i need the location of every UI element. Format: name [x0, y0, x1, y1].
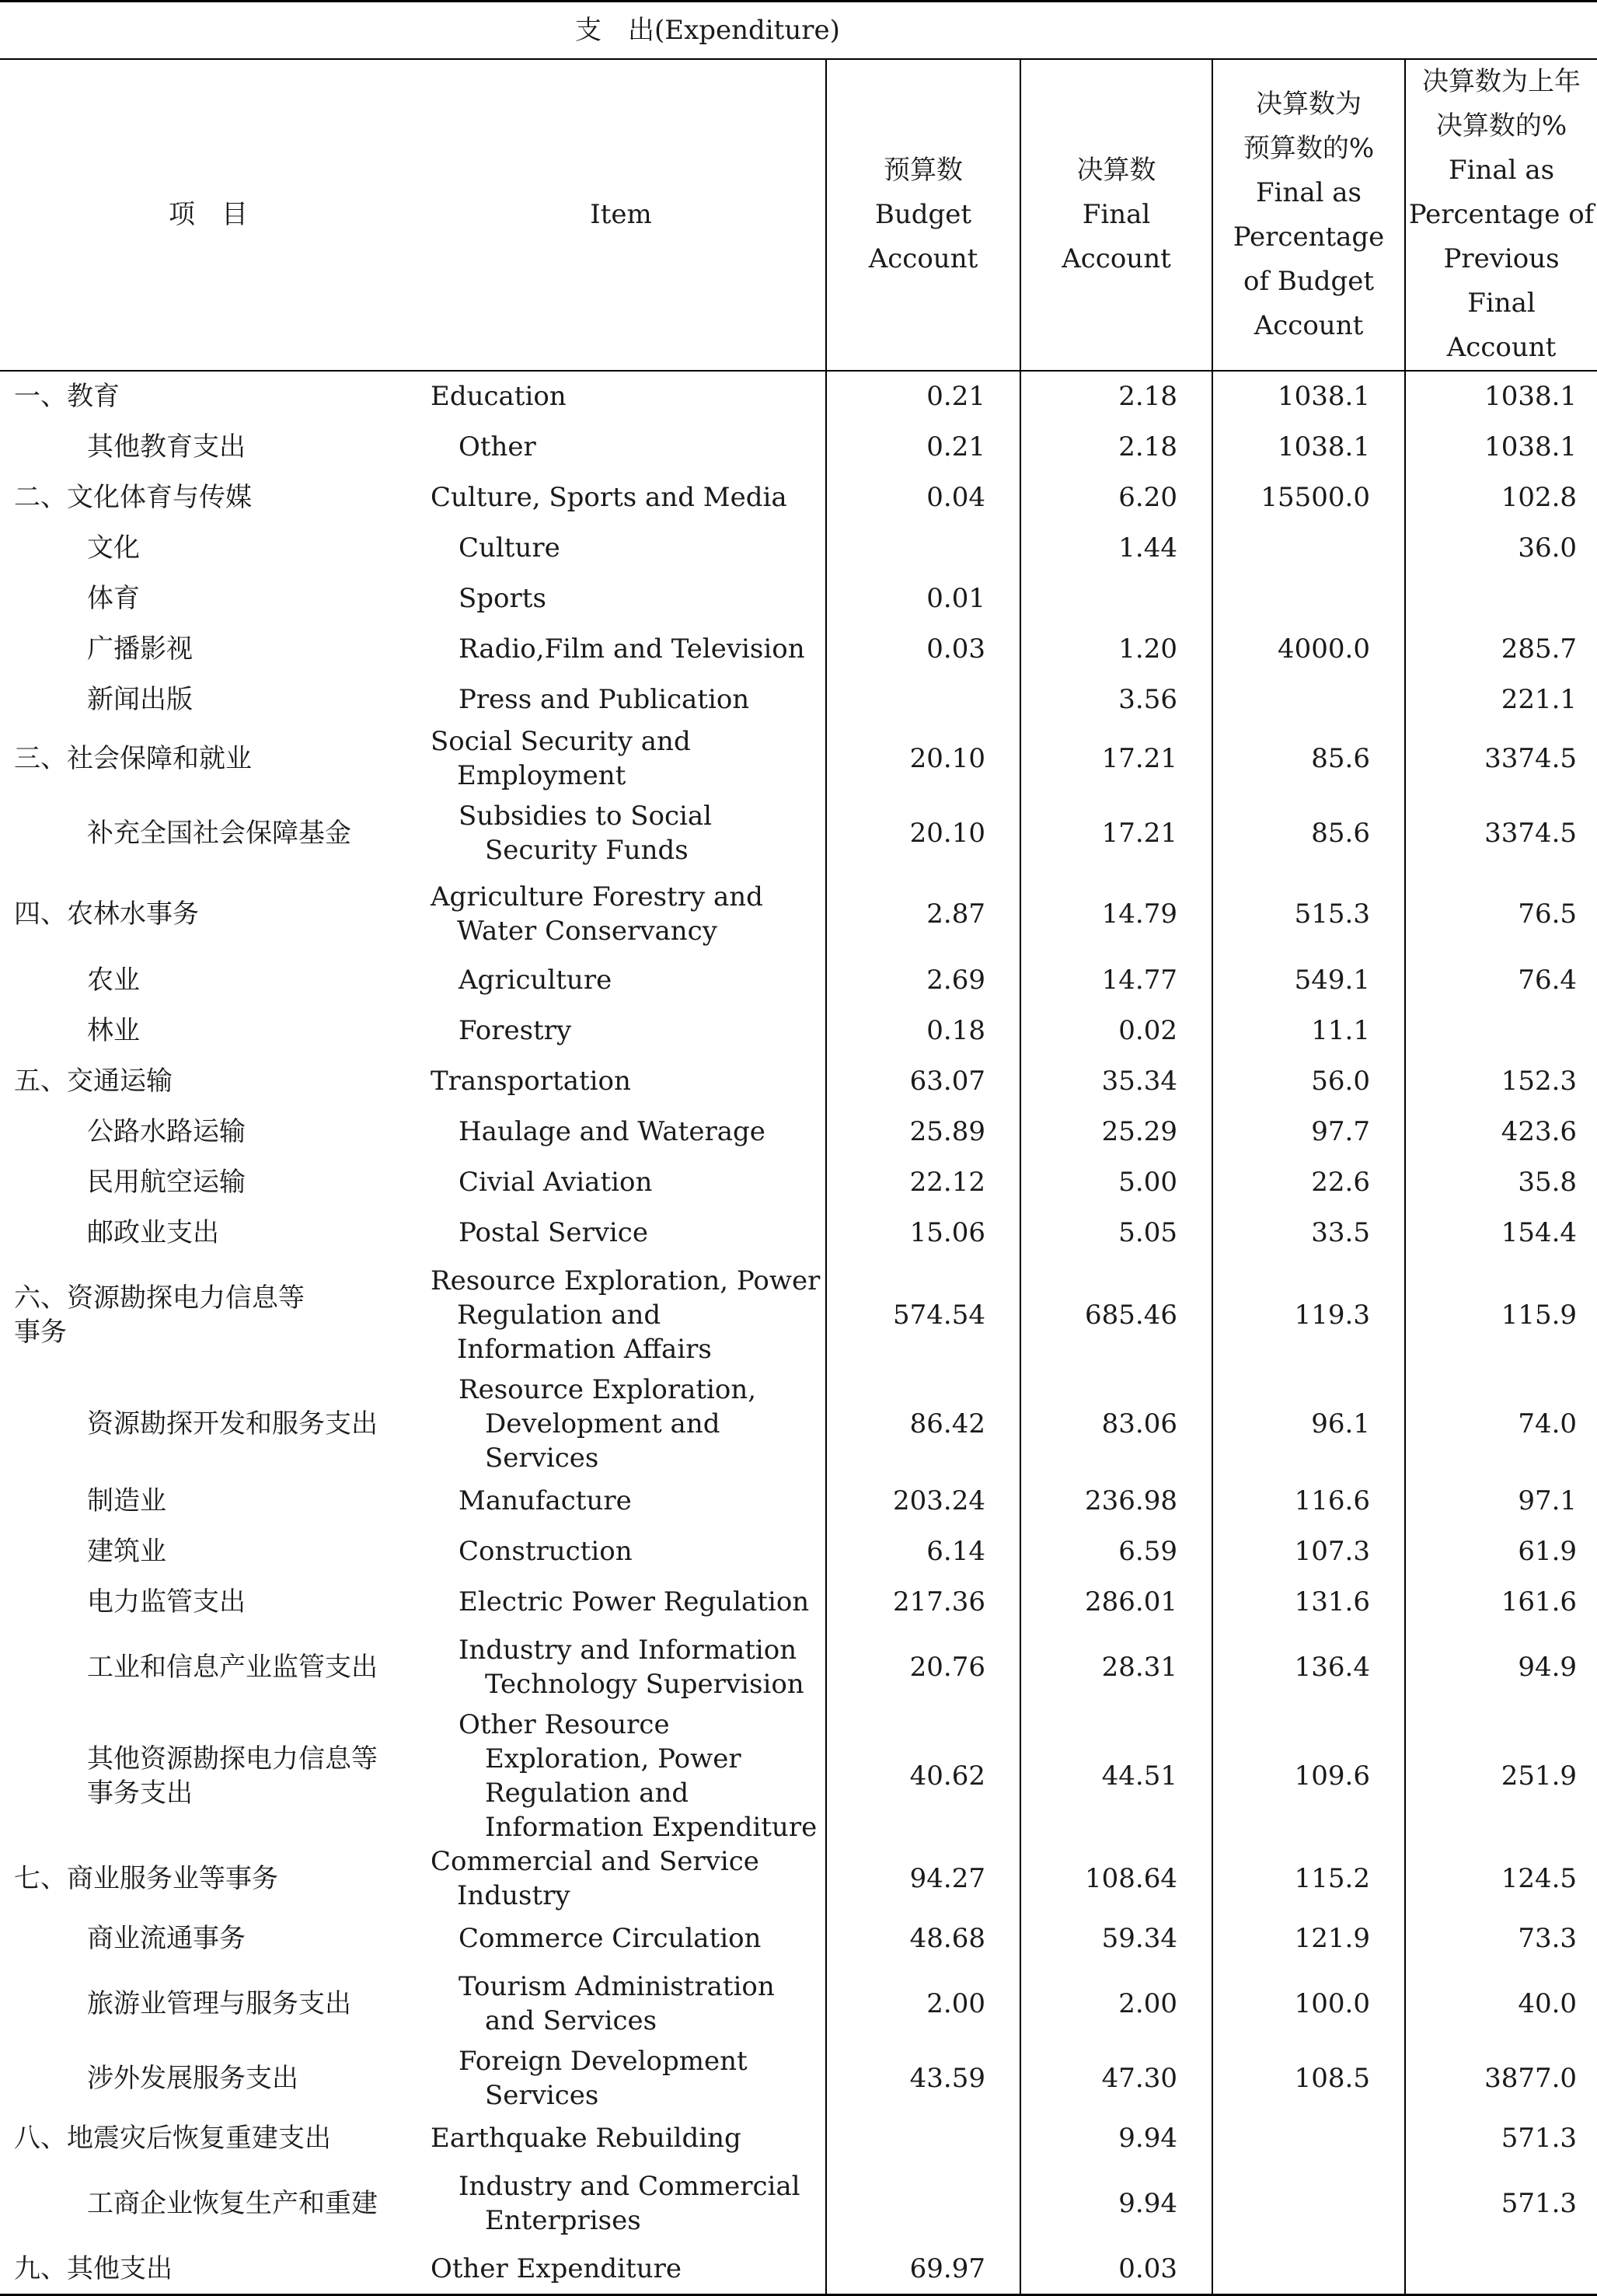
row-pct-prev: 161.6: [1405, 1576, 1597, 1627]
table-row: [0, 793, 1597, 874]
row-item-en: Culture, Sports and Media: [431, 481, 787, 513]
row-pct-prev: 154.4: [1405, 1207, 1597, 1258]
row-budget: 217.36: [826, 1576, 1020, 1627]
row-item-zh: 二、文化体育与传媒: [14, 481, 252, 513]
table-row: [0, 874, 1597, 954]
row-pct-budget: 121.9: [1212, 1913, 1405, 1963]
table-row: [0, 1576, 1597, 1627]
row-pct-budget: [1212, 674, 1405, 724]
row-budget: 48.68: [826, 1913, 1020, 1963]
table-row: [0, 1258, 1597, 1373]
row-item-zh: 补充全国社会保障基金: [87, 818, 351, 849]
row-item-en: Culture: [459, 532, 560, 564]
table-row: [0, 1373, 1597, 1475]
row-item-en: Manufacture: [459, 1485, 632, 1516]
row-pct-budget: [1212, 2244, 1405, 2294]
row-budget: 574.54: [826, 1258, 1020, 1373]
row-budget: 25.89: [826, 1106, 1020, 1157]
row-pct-budget: 1038.1: [1212, 371, 1405, 421]
row-item-en: Resource Exploration, Development and Services: [459, 1374, 757, 1474]
row-item-zh: 九、其他支出: [0, 2244, 417, 2294]
row-item-en: Earthquake Rebuilding: [431, 2122, 741, 2154]
row-budget: [826, 522, 1020, 573]
row-final: 28.31: [1020, 1627, 1212, 1708]
row-final: 5.00: [1020, 1157, 1212, 1207]
row-final: 2.18: [1020, 371, 1212, 421]
table-title: 支 出(Expenditure): [575, 15, 840, 46]
row-item-zh: 一、教育: [14, 381, 120, 412]
row-item-zh: 涉外发展服务支出: [87, 2063, 298, 2094]
row-item-en: Education: [431, 381, 567, 412]
row-item-en: Commercial and Service Industry: [431, 1846, 759, 1911]
row-pct-prev: 285.7: [1405, 623, 1597, 674]
table-row: [0, 1627, 1597, 1708]
row-item-en: Postal Service: [459, 1216, 648, 1248]
row-budget: 20.10: [826, 793, 1020, 874]
table-row: [0, 1526, 1597, 1576]
row-pct-prev: 3374.5: [1405, 724, 1597, 793]
header-final: 决算数 Final Account: [1020, 59, 1212, 371]
row-item-en: Forestry: [459, 1014, 572, 1046]
row-pct-prev: 40.0: [1405, 1963, 1597, 2044]
row-final: 14.79: [1020, 874, 1212, 954]
row-pct-prev: 423.6: [1405, 1106, 1597, 1157]
row-final: 2.18: [1020, 421, 1212, 472]
table-row: [0, 2163, 1597, 2244]
row-budget: 2.69: [826, 954, 1020, 1005]
row-item-zh: 广播影视: [87, 633, 193, 665]
row-final: 25.29: [1020, 1106, 1212, 1157]
row-pct-budget: 131.6: [1212, 1576, 1405, 1627]
header-budget: 预算数 Budget Account: [826, 59, 1020, 371]
row-final: 83.06: [1020, 1373, 1212, 1475]
row-final: 9.94: [1020, 2163, 1212, 2244]
row-item-zh: 制造业: [87, 1485, 166, 1516]
header-pct-budget: 决算数为 预算数的% Final as Percentage of Budget Account: [1212, 59, 1405, 371]
row-pct-prev: 1038.1: [1405, 421, 1597, 472]
row-final: 59.34: [1020, 1913, 1212, 1963]
row-pct-prev: 76.5: [1405, 874, 1597, 954]
row-budget: 63.07: [826, 1056, 1020, 1106]
row-budget: 0.18: [826, 1005, 1020, 1056]
row-final: 108.64: [1020, 1844, 1212, 1913]
row-item-en: Other Resource Exploration, Power Regulation and Information Expenditure: [459, 1709, 818, 1843]
row-budget: 0.21: [826, 421, 1020, 472]
row-pct-prev: 73.3: [1405, 1913, 1597, 1963]
row-item-en: Construction: [459, 1535, 633, 1567]
row-budget: 0.03: [826, 623, 1020, 674]
column-header-row: [0, 59, 1597, 371]
row-final: 17.21: [1020, 793, 1212, 874]
row-item-zh: 建筑业: [87, 1535, 166, 1567]
row-pct-budget: 549.1: [1212, 954, 1405, 1005]
table-row: [0, 724, 1597, 793]
row-item-en: Agriculture Forestry and Water Conservancy: [431, 881, 763, 947]
table-row: [0, 522, 1597, 573]
row-final: 0.03: [1020, 2244, 1212, 2294]
table-row: [0, 1844, 1597, 1913]
row-budget: 0.21: [826, 371, 1020, 421]
row-pct-budget: [1212, 522, 1405, 573]
row-pct-prev: [1405, 2244, 1597, 2294]
table-row: [0, 674, 1597, 724]
row-budget: 2.87: [826, 874, 1020, 954]
table-body: [0, 371, 1597, 2294]
table-row: [0, 2044, 1597, 2113]
table-row: [0, 371, 1597, 421]
row-item-en: Social Security and Employment: [431, 726, 691, 791]
row-budget: 0.01: [826, 573, 1020, 623]
row-item-en: Haulage and Waterage: [459, 1115, 765, 1147]
row-item-en: Foreign Development Services: [459, 2046, 748, 2111]
row-item-en: Other Expenditure: [417, 2244, 826, 2294]
row-budget: 6.14: [826, 1526, 1020, 1576]
row-item-zh: 电力监管支出: [87, 1586, 246, 1617]
row-final: 14.77: [1020, 954, 1212, 1005]
row-pct-prev: 152.3: [1405, 1056, 1597, 1106]
row-pct-prev: 3877.0: [1405, 2044, 1597, 2113]
row-item-en: Resource Exploration, Power Regulation and Information Affairs: [431, 1265, 821, 1365]
row-item-en: Radio,Film and Television: [459, 633, 805, 665]
row-item-en: Sports: [459, 582, 546, 614]
row-item-zh: 民用航空运输: [87, 1166, 246, 1198]
row-pct-budget: 56.0: [1212, 1056, 1405, 1106]
row-item-zh: 公路水路运输: [87, 1115, 246, 1147]
row-budget: 86.42: [826, 1373, 1020, 1475]
row-final: 44.51: [1020, 1708, 1212, 1844]
row-item-en: Press and Publication: [459, 683, 750, 715]
table-row: [0, 1708, 1597, 1844]
row-item-en: Industry and Commercial Enterprises: [459, 2171, 800, 2236]
row-final: 3.56: [1020, 674, 1212, 724]
row-item-en: Other: [459, 431, 536, 462]
row-item-zh: 邮政业支出: [87, 1216, 219, 1248]
row-final: 47.30: [1020, 2044, 1212, 2113]
row-item-zh: 林业: [87, 1014, 140, 1046]
row-pct-budget: [1212, 573, 1405, 623]
row-item-zh: 旅游业管理与服务支出: [87, 1988, 351, 2019]
row-item-zh: 新闻出版: [87, 683, 193, 715]
row-pct-prev: [1405, 1005, 1597, 1056]
row-pct-prev: 36.0: [1405, 522, 1597, 573]
row-budget: 2.00: [826, 1963, 1020, 2044]
row-final: [1020, 573, 1212, 623]
row-item-en: Agriculture: [459, 964, 612, 996]
table-row: [0, 1157, 1597, 1207]
row-item-zh: 体育: [87, 582, 140, 614]
row-final: 17.21: [1020, 724, 1212, 793]
row-final: 6.20: [1020, 472, 1212, 522]
row-item-en: Subsidies to Social Security Funds: [459, 801, 713, 866]
table-row: [0, 2113, 1597, 2163]
row-pct-prev: 124.5: [1405, 1844, 1597, 1913]
row-budget: 22.12: [826, 1157, 1020, 1207]
table-row: [0, 1106, 1597, 1157]
row-final: 286.01: [1020, 1576, 1212, 1627]
row-budget: [826, 674, 1020, 724]
row-pct-budget: 107.3: [1212, 1526, 1405, 1576]
row-pct-budget: 85.6: [1212, 793, 1405, 874]
header-item-zh: 项 目: [0, 59, 417, 371]
row-pct-budget: 108.5: [1212, 2044, 1405, 2113]
row-pct-prev: 35.8: [1405, 1157, 1597, 1207]
row-pct-budget: 1038.1: [1212, 421, 1405, 472]
row-pct-prev: 102.8: [1405, 472, 1597, 522]
table-row: [0, 1913, 1597, 1963]
header-pct-prev: 决算数为上年 决算数的% Final as Percentage of Previous Final Account: [1405, 59, 1597, 371]
row-pct-budget: 97.7: [1212, 1106, 1405, 1157]
row-item-zh: 其他资源勘探电力信息等事务支出: [87, 1743, 378, 1809]
row-item-en: Tourism Administration and Services: [459, 1971, 775, 2036]
row-pct-budget: 15500.0: [1212, 472, 1405, 522]
row-pct-prev: 115.9: [1405, 1258, 1597, 1373]
table-row: [0, 1475, 1597, 1526]
row-pct-budget: [1212, 2163, 1405, 2244]
row-pct-budget: 136.4: [1212, 1627, 1405, 1708]
header-item-en: Item: [417, 59, 826, 371]
row-pct-prev: [1405, 573, 1597, 623]
row-budget: 20.10: [826, 724, 1020, 793]
row-pct-prev: 76.4: [1405, 954, 1597, 1005]
table-row: [0, 573, 1597, 623]
row-pct-budget: [1212, 2113, 1405, 2163]
row-pct-prev: 221.1: [1405, 674, 1597, 724]
row-item-zh: 文化: [87, 532, 140, 564]
row-final: 0.02: [1020, 1005, 1212, 1056]
row-pct-prev: 97.1: [1405, 1475, 1597, 1526]
row-pct-budget: 109.6: [1212, 1708, 1405, 1844]
row-item-en: Industry and Information Technology Supervision: [459, 1635, 804, 1700]
row-item-zh: 农业: [87, 964, 140, 996]
row-item-zh: 四、农林水事务: [14, 899, 199, 930]
table-row: [0, 1963, 1597, 2044]
row-pct-budget: 119.3: [1212, 1258, 1405, 1373]
row-item-zh: 七、商业服务业等事务: [14, 1863, 278, 1894]
row-pct-budget: 4000.0: [1212, 623, 1405, 674]
row-final: 5.05: [1020, 1207, 1212, 1258]
table-row: [0, 1207, 1597, 1258]
row-budget: 20.76: [826, 1627, 1020, 1708]
row-pct-prev: 61.9: [1405, 1526, 1597, 1576]
row-final: 2.00: [1020, 1963, 1212, 2044]
row-final: 685.46: [1020, 1258, 1212, 1373]
row-budget: 15.06: [826, 1207, 1020, 1258]
row-pct-prev: 251.9: [1405, 1708, 1597, 1844]
row-item-zh: 工商企业恢复生产和重建: [87, 2188, 378, 2219]
row-pct-budget: 11.1: [1212, 1005, 1405, 1056]
row-budget: [826, 2113, 1020, 2163]
row-pct-prev: 571.3: [1405, 2163, 1597, 2244]
row-item-zh: 八、地震灾后恢复重建支出: [14, 2122, 331, 2154]
row-pct-budget: 115.2: [1212, 1844, 1405, 1913]
row-budget: 94.27: [826, 1844, 1020, 1913]
row-pct-budget: 100.0: [1212, 1963, 1405, 2044]
row-item-zh: 三、社会保障和就业: [14, 743, 252, 774]
row-item-zh: 五、交通运输: [14, 1065, 173, 1097]
row-budget: 69.97: [826, 2244, 1020, 2294]
row-final: 35.34: [1020, 1056, 1212, 1106]
row-budget: 40.62: [826, 1708, 1020, 1844]
row-item-zh: 商业流通事务: [87, 1922, 246, 1954]
row-item-en: Electric Power Regulation: [459, 1586, 810, 1617]
table-row: [0, 2244, 1597, 2294]
row-pct-budget: 96.1: [1212, 1373, 1405, 1475]
row-pct-budget: 22.6: [1212, 1157, 1405, 1207]
table-row: [0, 472, 1597, 522]
row-budget: 203.24: [826, 1475, 1020, 1526]
row-pct-prev: 3374.5: [1405, 793, 1597, 874]
row-pct-budget: 116.6: [1212, 1475, 1405, 1526]
row-item-en: Commerce Circulation: [459, 1922, 762, 1954]
row-final: 6.59: [1020, 1526, 1212, 1576]
row-pct-budget: 515.3: [1212, 874, 1405, 954]
row-item-en: Transportation: [431, 1065, 631, 1097]
table-row: [0, 421, 1597, 472]
row-pct-prev: 74.0: [1405, 1373, 1597, 1475]
row-budget: [826, 2163, 1020, 2244]
table-row: [0, 1056, 1597, 1106]
table-row: [0, 954, 1597, 1005]
row-final: 1.20: [1020, 623, 1212, 674]
row-item-en: Civial Aviation: [459, 1166, 653, 1198]
row-item-zh: 工业和信息产业监管支出: [87, 1652, 378, 1683]
row-pct-prev: 1038.1: [1405, 371, 1597, 421]
row-final: 1.44: [1020, 522, 1212, 573]
row-final: 9.94: [1020, 2113, 1212, 2163]
table-title-row: [0, 2, 1597, 60]
row-pct-prev: 571.3: [1405, 2113, 1597, 2163]
row-item-zh: 资源勘探开发和服务支出: [87, 1408, 378, 1439]
row-budget: 0.04: [826, 472, 1020, 522]
row-budget: 43.59: [826, 2044, 1020, 2113]
table-row: [0, 1005, 1597, 1056]
row-final: 236.98: [1020, 1475, 1212, 1526]
row-item-zh: 其他教育支出: [87, 431, 246, 462]
table-row: [0, 623, 1597, 674]
row-item-zh: 六、资源勘探电力信息等事务: [14, 1282, 305, 1348]
row-pct-budget: 85.6: [1212, 724, 1405, 793]
row-pct-prev: 94.9: [1405, 1627, 1597, 1708]
row-pct-budget: 33.5: [1212, 1207, 1405, 1258]
